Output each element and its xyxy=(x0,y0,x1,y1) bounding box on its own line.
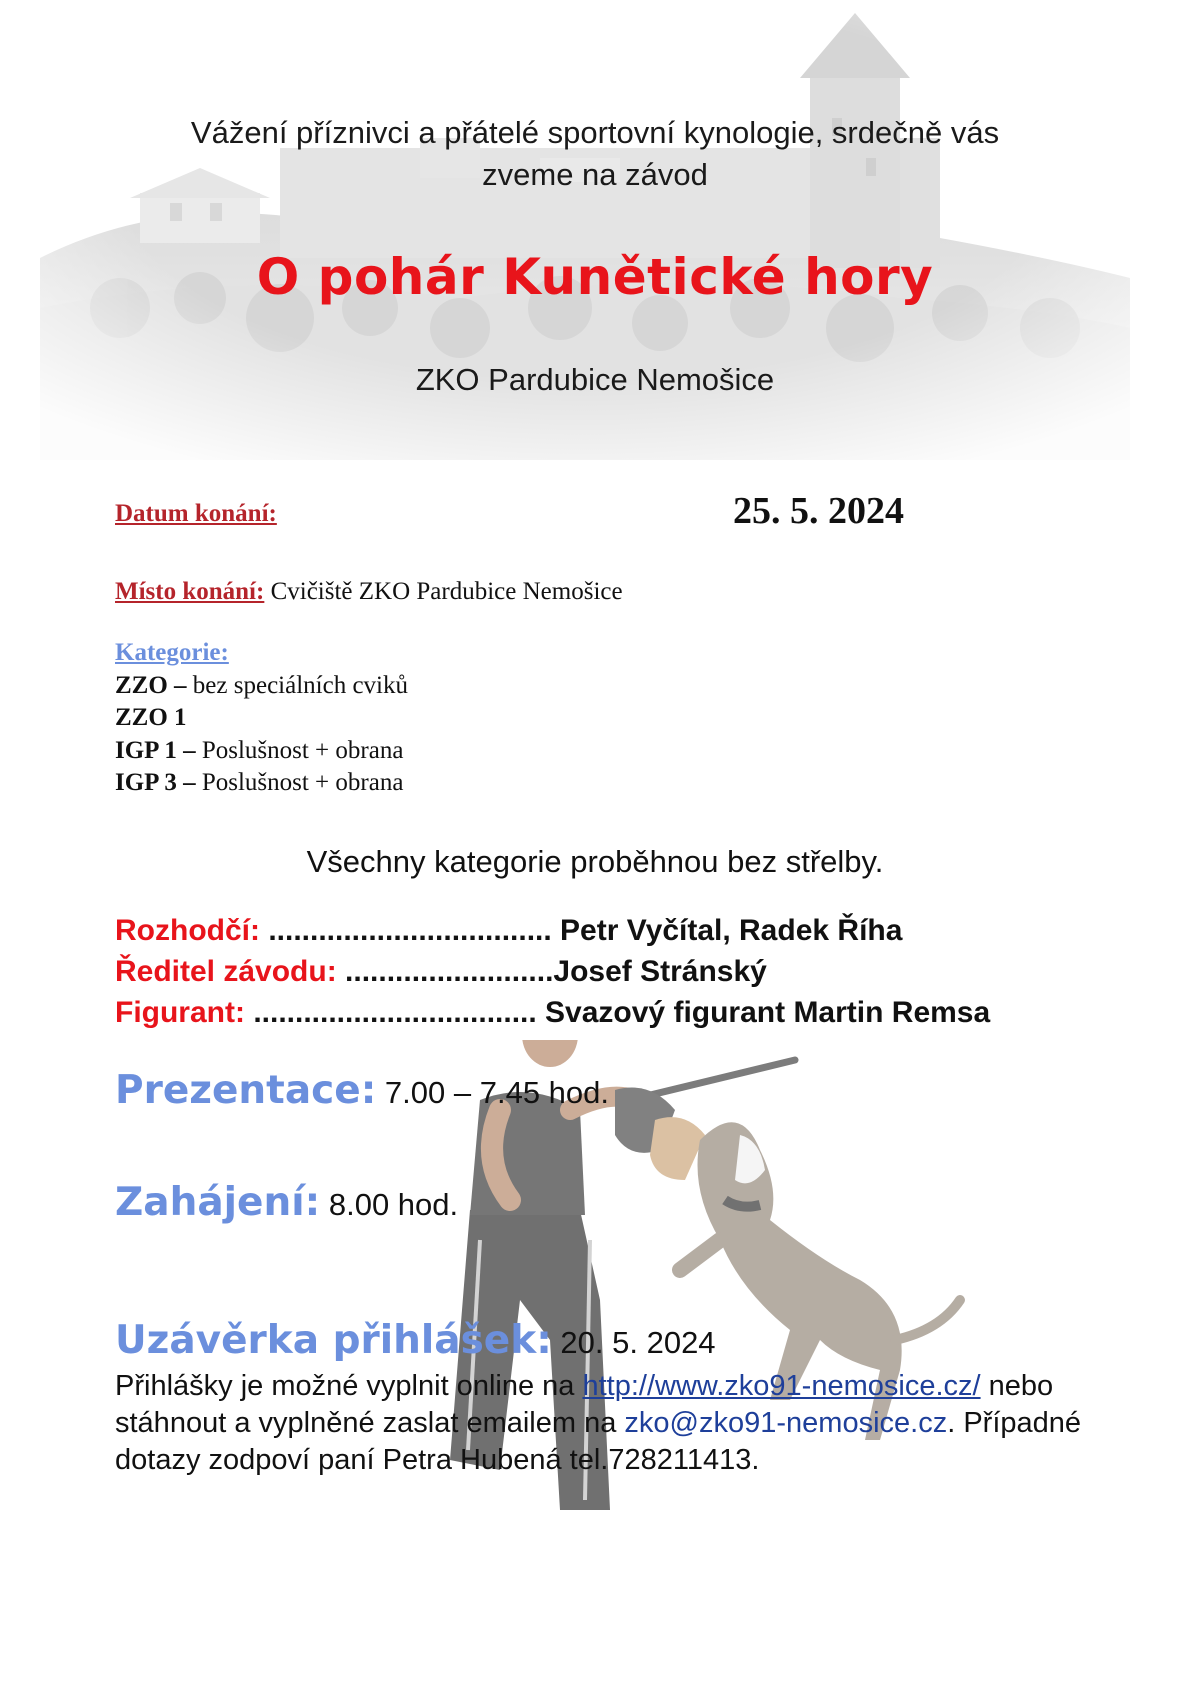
staff-name: Josef Stránský xyxy=(553,955,767,988)
category-desc: Poslušnost + obrana xyxy=(201,769,404,796)
deadline-value: 20. 5. 2024 xyxy=(551,1325,716,1360)
staff-role: Rozhodčí: xyxy=(115,914,260,947)
presentation-value: 7.00 – 7.45 hod. xyxy=(376,1075,610,1110)
start-value: 8.00 hod. xyxy=(320,1187,459,1222)
category-item xyxy=(115,670,408,703)
deadline-label: Uzávěrka přihlášek: xyxy=(115,1318,552,1363)
start-row xyxy=(115,1180,458,1225)
staff-row xyxy=(115,992,990,1033)
start-label: Zahájení: xyxy=(115,1180,321,1225)
category-desc: bez speciálních cviků xyxy=(192,671,408,699)
category-dash: – xyxy=(167,671,193,699)
staff-row xyxy=(115,951,990,992)
presentation-row xyxy=(115,1068,609,1113)
category-dash: – xyxy=(176,769,202,796)
staff-name: Petr Vyčítal, Radek Říha xyxy=(560,914,903,947)
application-text-3: . Případné dotazy zodpoví paní Petra Hubená tel.728211413. xyxy=(115,1407,1082,1476)
date-value: 25. 5. 2024 xyxy=(733,490,904,532)
category-code: ZZO xyxy=(115,671,168,699)
invitation-line-2: zveme na závod xyxy=(482,157,708,192)
invitation-text xyxy=(60,112,1130,196)
category-code: ZZO 1 xyxy=(115,704,187,731)
deadline-row xyxy=(115,1318,716,1363)
invitation-line-1: Vážení příznivci a přátelé sportovní kynologie, srdečně vás xyxy=(190,115,1000,150)
date-label: Datum konání: xyxy=(115,500,277,527)
category-desc: Poslušnost + obrana xyxy=(201,736,404,764)
category-code: IGP 1 xyxy=(115,736,177,764)
application-text-1: Přihlášky je možné vyplnit online na xyxy=(115,1370,583,1402)
organizer-name: ZKO Pardubice Nemošice xyxy=(415,362,775,397)
category-dash: – xyxy=(176,736,202,764)
staff-dots: .................................. xyxy=(259,914,561,947)
presentation-label: Prezentace: xyxy=(115,1068,377,1113)
application-text-2: nebo stáhnout a vyplněné zaslat emailem na xyxy=(115,1370,1054,1439)
staff-dots: .................................. xyxy=(244,996,546,1029)
categories-label: Kategorie: xyxy=(115,639,229,666)
categories-section xyxy=(115,637,408,800)
place-row xyxy=(115,578,623,606)
staff-role: Ředitel závodu: xyxy=(115,955,337,988)
place-label: Místo konání: xyxy=(115,578,265,605)
dog-training-photo xyxy=(440,1040,1040,1560)
event-title: O pohár Kunětické hory xyxy=(256,248,934,306)
category-item xyxy=(115,735,408,768)
application-info xyxy=(115,1368,1115,1479)
website-link[interactable]: http://www.zko91-nemosice.cz/ xyxy=(582,1370,981,1402)
category-item xyxy=(115,767,408,800)
category-code: IGP 3 xyxy=(115,769,177,796)
staff-section xyxy=(115,910,990,1033)
email-link[interactable]: zko@zko91-nemosice.cz xyxy=(624,1407,948,1439)
staff-name: Svazový figurant Martin Remsa xyxy=(545,996,991,1029)
place-value: Cvičiště ZKO Pardubice Nemošice xyxy=(264,578,623,605)
staff-role: Figurant: xyxy=(115,996,245,1029)
staff-dots: ......................... xyxy=(336,955,554,988)
no-shooting-note: Všechny kategorie proběhnou bez střelby. xyxy=(306,844,884,879)
category-item xyxy=(115,702,408,735)
staff-row xyxy=(115,910,990,951)
